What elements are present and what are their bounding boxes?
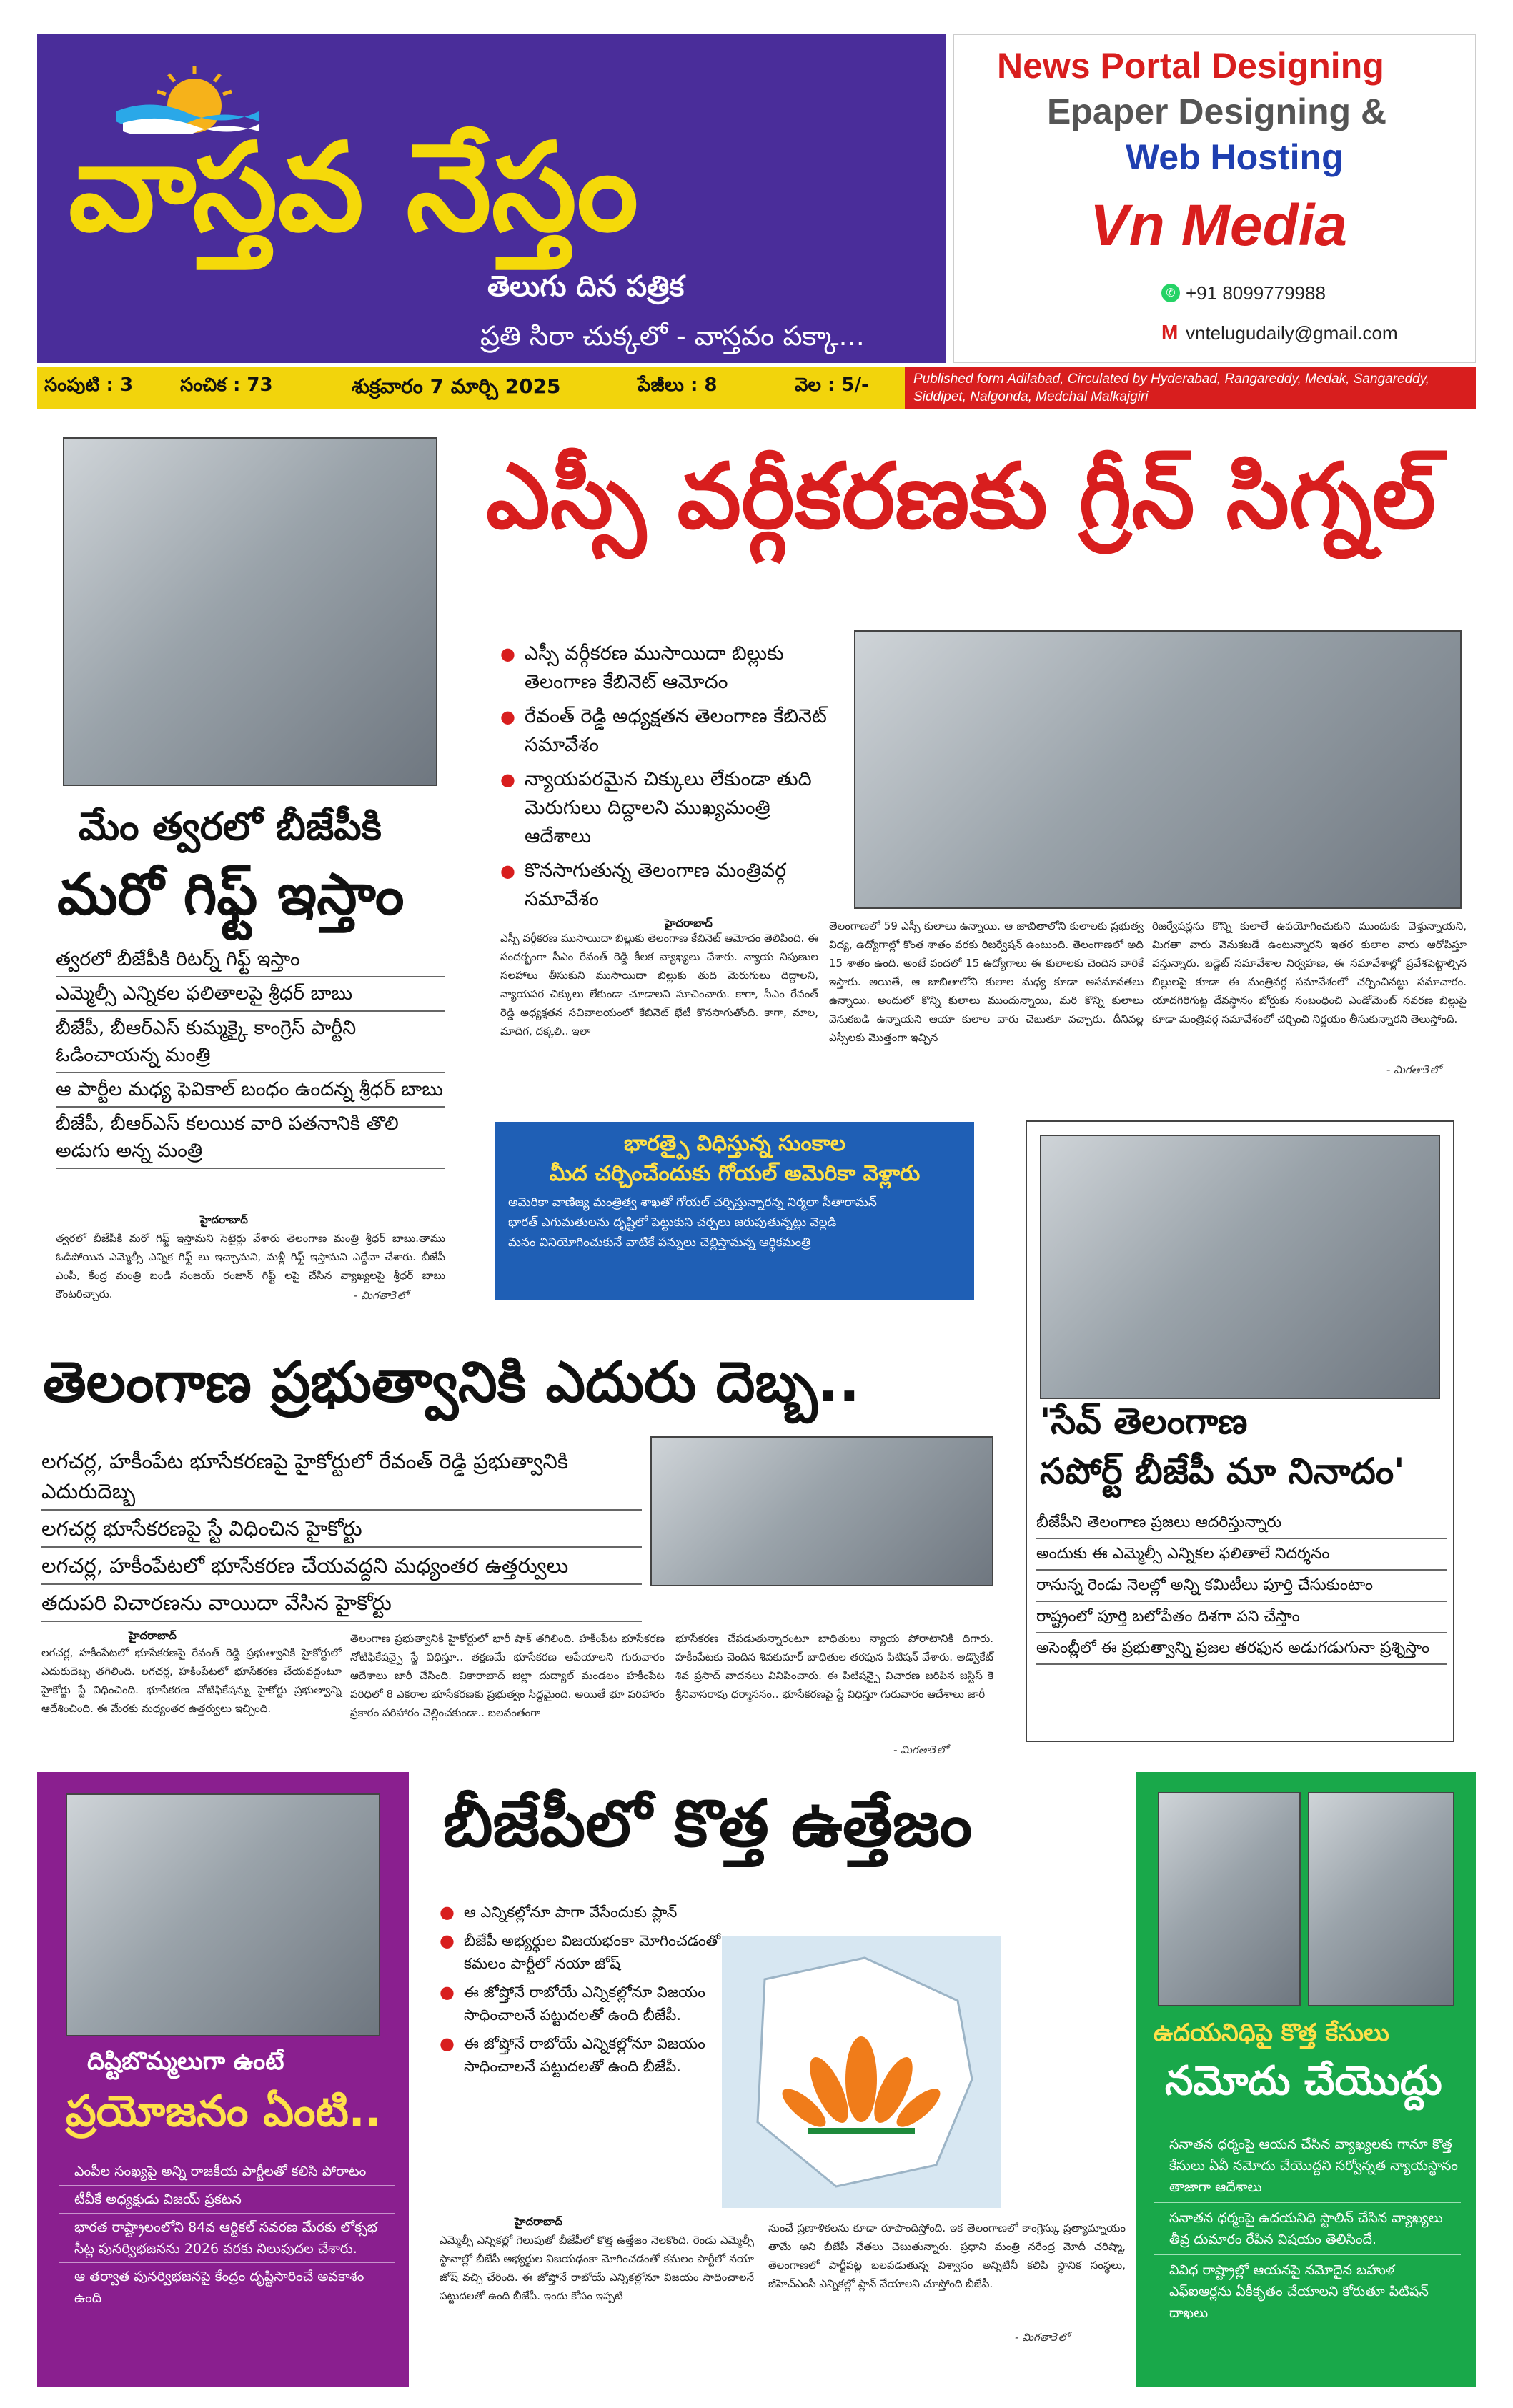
goyal-headline-2: మీద చర్చించేందుకు గోయల్ అమెరికా వెళ్లారు (549, 1161, 921, 1186)
ad-line-2: Epaper Designing & (1047, 91, 1387, 131)
supreme-court-photo (1158, 1792, 1301, 2006)
bjp-col-1: ఎమ్మెల్సీ ఎన్నికల్లో గెలుపుతో బీజేపీలో కొత్త ఉత్తేజం నెలకొంది. రెండు ఎమ్మెల్సీ స్థానాల్లో బీజేపీ అభ్యర్థుల విజయఢంకా మోగించడంతో కమలం పార్టీలో నయా జోష్ వచ్చి చేరింది. ఈ జోష్తోనే రాబోయే ఎన్నికల్లోనూ విజయం సాధించాలనే పట్టుదలతో ఉంది బీజేపీ. ఇందు కోసం ఇప్పటి (440, 2234, 754, 2302)
page-count: పేజీలు : 8 (638, 374, 718, 396)
dateline-bar (37, 367, 905, 409)
sridhar-highlights (56, 943, 445, 1169)
bjp-continued: - మిగతా3లో (1015, 2331, 1070, 2344)
bjp-map-graphic (722, 1936, 1001, 2208)
kishan-headline-1: 'సేవ్ తెలంగాణ (1040, 1400, 1248, 1442)
sridhar-dateline: హైదరాబాద్ (200, 1213, 248, 1226)
telangana-continued: - మిగతా3లో (893, 1743, 948, 1756)
goyal-line: అమెరికా వాణిజ్య మంత్రిత్వ శాఖతో గోయల్ చర్చిస్తున్నారన్న నిర్మలా సీతారామన్ (508, 1193, 961, 1213)
ad-brand: Vn Media (1090, 193, 1347, 258)
vijay-bullet: ఆ తర్వాత పునర్విభజనపై కేంద్రం దృష్టిసారించే అవకాశం ఉంది (74, 2269, 364, 2306)
vijay-headline-small: దిష్టిబొమ్మలుగా ఉంటే (87, 2047, 284, 2076)
issue-date: శుక్రవారం 7 మార్చి 2025 (352, 374, 561, 398)
udhay-bullet: వివిధ రాష్ట్రాల్లో ఆయనపై నమోదైన బహుళ ఎఫ్ఐఆర్లను ఏకీకృతం చేయాలని కోరుతూ పిటిషన్ దాఖలు (1169, 2262, 1429, 2321)
sc-col-1: ఎస్సీ వర్గీకరణ ముసాయిదా బిల్లుకు తెలంగాణ కేబినెట్ ఆమోదం తెలిపింది. ఈ సందర్భంగా సీఎం రేవంత్ రెడ్డి కీలక వ్యాఖ్యలు చేశారు. న్యాయ నిపుణుల సలహాలు తీసుకుని ముసాయిదా బిల్లుకు తుది మెరుగులు దిద్దాలని, న్యాయపర చిక్కులు లేకుండా చూడాలని సూచించారు. కాగా, సీఎం రేవంత్ రెడ్డి అధ్యక్షతన సచివాలయంలో కేబినెట్ భేటీ కొనసాగుతోంది. కాగా, మాల, మాదిగ, దక్కలి.. ఇలా (500, 932, 818, 1038)
whatsapp-icon: ✆ (1161, 284, 1180, 302)
bjp-bullets (440, 1901, 725, 2084)
sridhar-continued: - మిగతా3లో (354, 1289, 409, 1302)
bjp-dateline: హైదరాబాద్ (515, 2215, 562, 2228)
telangana-dateline: హైదరాబాద్ (129, 1629, 177, 1642)
published-note (905, 367, 1476, 409)
sc-dateline: హైదరాబాద్ (665, 917, 713, 930)
telangana-highlights (41, 1443, 642, 1622)
sridhar-line: త్వరలో బీజేపీకి రిటర్న్ గిఫ్ట్ ఇస్తాం (56, 943, 445, 977)
bjp-bullet: ● ఈ జోష్తోనే రాబోయే ఎన్నికల్లోనూ విజయం సాధించాలనే పట్టుదలతో ఉంది బీజేపీ. (440, 1981, 725, 2026)
price: వెల : 5/- (795, 374, 869, 396)
udhay-box (1136, 1772, 1476, 2387)
ad-line-3: Web Hosting (1126, 137, 1344, 177)
udhay-headline-small: ఉదయనిధిపై కొత్త కేసులు (1154, 2019, 1389, 2047)
sridhar-line: బీజేపీ, బీఆర్ఎస్ కలయిక వారి పతనానికి తొలి అడుగు అన్న మంత్రి (56, 1108, 445, 1169)
bjp-col-2: నుంచే ప్రణాళికలను కూడా రూపొందిస్తోంది. ఇక తెలంగాణలో కాంగ్రెస్కు ప్రత్యామ్నాయం తామే అని బీజేపీ నేతలు చెబుతున్నారు. ప్రధాని మంత్రి నరేంద్ర మోదీ చరిష్మా, తెలంగాణలో పార్టీపట్ల బలపడుతున్న విశ్వాసం అన్నిటినీ కలిపి స్థానిక సంస్థలు, జీహెచ్ఎంసీ ఎన్నికల్లో ప్లాన్ వేయాలని చూస్తోంది బీజేపీ. (768, 2222, 1126, 2290)
newspaper-tagline: ప్రతి సిరా చుక్కలో - వాస్తవం పక్కా... (480, 320, 865, 352)
vn-media-ad (953, 34, 1476, 363)
goyal-line: భారత్ ఎగుమతులను దృష్టిలో పెట్టుకుని చర్చలు జరుపుతున్నట్లు వెల్లడి (508, 1213, 961, 1233)
sridhar-headline-big: మరో గిఫ్ట్ ఇస్తాం (57, 861, 405, 927)
ad-line-1: News Portal Designing (997, 46, 1384, 86)
vijay-bullet: భారత రాష్ట్రాలంలోని 84వ ఆర్టికల్ సవరణ మేరకు లోక్సభ సీట్ల పునర్విభజనను 2026 వరకు నిలుపుదల చేశారు. (59, 2214, 395, 2263)
telangana-col-2: తెలంగాణ ప్రభుత్వానికి హైకోర్టులో భారీ షాక్ తగిలింది. హకీంపేట భూసేకరణ నోటిఫికేషన్పై స్టే విధిస్తూ.. తక్షణమే భూసేకరణ ఆపేయాలని గురువారం ఆదేశాలు జారీ చేసింది. వికారాబాద్ జిల్లా దుద్యాల్ మండలం హకీంపేట పరిధిలో 8 ఎకరాల భూసేకరణకు ప్రభుత్వం సిద్ధమైంది. అయితే భూ పరిహారం ప్రకారం పరిహారం చెల్లించకుండా.. బలవంతంగా (350, 1632, 665, 1719)
masthead (37, 34, 946, 363)
goyal-line: మనం వినియోగించుకునే వాటికే పన్నులు చెల్లిస్తామన్న ఆర్థికమంత్రి (508, 1235, 811, 1250)
telangana-line: లగచర్ల భూసేకరణపై స్టే విధించిన హైకోర్టు (41, 1511, 642, 1548)
udhay-bullet: సనాతన ధర్మంపై ఉదయనిధి స్టాలిన్ చేసిన వ్యాఖ్యలు తీవ్ర దుమారం రేపిన విషయం తెలిసిందే. (1154, 2203, 1461, 2255)
telangana-col-3: భూసేకరణ చేపడుతున్నారంటూ బాధితులు న్యాయ పోరాటానికి దిగారు. హకీంపేటకు చెందిన శివకుమార్ బాధితుల తరఫున పిటిషన్ వేశారు. అడ్వొకేట్ శివ ప్రసాద్ వాదనలు వినిపించారు. ఈ పిటిషన్పై విచారణ జరిపిన జస్టిస్ కె శ్రీనివాసరావు ధర్మాసనం.. భూసేకరణపై స్టే విధిస్తూ గురువారం ఆదేశాలు జారీ (675, 1632, 993, 1701)
lotus-icon (722, 1936, 1001, 2208)
kishan-headline-2: సపోర్ట్ బీజేపీ మా నినాదం' (1040, 1451, 1405, 1492)
sridhar-line: బీజేపీ, బీఆర్ఎస్ కుమ్మక్కై కాంగ్రెస్ పార్టీని ఓడించాయన్న మంత్రి (56, 1012, 445, 1073)
udhayanidhi-photo (1308, 1792, 1454, 2006)
kishan-reddy-photo (1040, 1135, 1440, 1399)
sc-continued: - మిగతా3లో (1386, 1063, 1442, 1076)
telangana-headline: తెలంగాణ ప్రభుత్వానికి ఎదురు దెబ్బ.. (43, 1350, 860, 1415)
goyal-headline-1: భారత్పై విధిస్తున్న సుంకాల (623, 1131, 846, 1156)
cabinet-meeting-photo (854, 630, 1462, 909)
udhay-bullet: సనాతన ధర్మంపై ఆయన చేసిన వ్యాఖ్యలకు గానూ కొత్త కేసులు ఏవీ నమోదు చేయొద్దని సర్వోన్నత న్యాయస్థానం తాజాగా ఆదేశాలు (1154, 2129, 1461, 2203)
sc-bullet: ● ఎస్సీ వర్గీకరణ ముసాయిదా బిల్లుకు తెలంగాణ కేబినెట్ ఆమోదం (500, 640, 840, 697)
gmail-icon: M (1161, 321, 1179, 343)
vijay-box (37, 1772, 409, 2387)
sc-bullet: ● న్యాయపరమైన చిక్కులు లేకుండా తుది మెరుగులు దిద్దాలని ముఖ్యమంత్రి ఆదేశాలు (500, 765, 840, 851)
volume: సంపుటి : 3 (44, 374, 134, 396)
ad-email: vntelugudaily@gmail.com (1186, 322, 1398, 344)
main-headline: ఎస్సీ వర్గీకరణకు గ్రీన్ సిగ్నల్ (486, 444, 1436, 549)
telangana-line: తదుపరి విచారణను వాయిదా వేసిన హైకోర్టు (41, 1585, 642, 1622)
sridhar-headline-small: మేం త్వరలో బీజేపీకి (79, 804, 382, 849)
vijay-photo (66, 1793, 380, 2036)
vijay-bullet: ఎంపీల సంఖ్యపై అన్ని రాజకీయ పార్టీలతో కలిసి పోరాటం (59, 2158, 395, 2186)
sc-col-2: తెలంగాణలో 59 ఎస్సీ కులాలు ఉన్నాయి. ఆ జాబితాలోని కులాలకు ప్రభుత్వ విద్య, ఉద్యోగాల్లో కొంత శాతం వరకు రిజర్వేషన్ ఉంటుంది. తెలంగాణలో అది 15 శాతం ఉంది. అంటే వందలో 15 ఉద్యోగాలు ఈ కులాలకు చెందిన వారికే ఇస్తారు. అయితే, ఆ జాబితాలోని కులాల మధ్య కూడా అసమానతలు ఉన్నాయి. అందులో కొన్ని కులాలు ముందున్నాయి, మరి కొన్ని కులాలు వెనుకబడి ఉన్నాయని ఆయా కులాల వారు చెబుతూ వచ్చారు. దీనివల్ల ఎస్సీలకు మొత్తంగా ఇచ్చిన (829, 920, 1144, 1044)
high-court-photo (650, 1436, 993, 1586)
published-text: Published form Adilabad, Circulated by Hyderabad, Rangareddy, Medak, Sangareddy, Siddipet, Nalgonda, Medchal Malkajgiri (913, 372, 1430, 404)
kishan-line: రానున్న రెండు నెలల్లో అన్ని కమిటీలు పూర్తి చేసుకుంటాం (1036, 1571, 1447, 1602)
kishan-highlights (1036, 1508, 1447, 1665)
telangana-col-1: లగచర్ల, హకీంపేటలో భూసేకరణపై రేవంత్ రెడ్డి ప్రభుత్వానికి హైకోర్టులో ఎదురుదెబ్బ తగిలింది. లగచర్ల, హకీంపేటలో భూసేకరణ చేయవద్దంటూ హైకోర్టు స్టే విధించింది. భూసేకరణ నోటిఫికేషన్ను హైకోర్టు ప్రభుత్వాన్ని ఆదేశించింది. ఈ మేరకు మధ్యంతర ఉత్తర్వులు ఇచ్చింది. (41, 1646, 342, 1715)
sridhar-body: త్వరలో బీజేపీకి మరో గిఫ్ట్ ఇస్తామని సెటైర్లు వేశారు తెలంగాణ మంత్రి శ్రీధర్ బాబు.తాము ఓడిపోయిన ఎమ్మెల్సీ ఎన్నిక గిఫ్ట్ లు ఇచ్చామని, మళ్లీ గిఫ్ట్ ఇస్తామని ఎద్దేవా చేశారు. బీజేపీ ఎంపీ, కేంద్ర మంత్రి బండి సంజయ్ రంజాన్ గిఫ్ట్ లపై చేసిన వ్యాఖ్యలపై శ్రీధర్ బాబు కౌంటరిచ్చారు. (56, 1232, 445, 1300)
telangana-line: లగచర్ల, హకీంపేటలో భూసేకరణ చేయవద్దని మధ్యంతర ఉత్తర్వులు (41, 1548, 642, 1585)
sridhar-line: ఎమ్మెల్సీ ఎన్నికల ఫలితాలపై శ్రీధర్ బాబు (56, 977, 445, 1012)
sridhar-line: ఆ పార్టీల మధ్య ఫెవికాల్ బంధం ఉందన్న శ్రీధర్ బాబు (56, 1073, 445, 1108)
bjp-bullet: ● ఆ ఎన్నికల్లోనూ పాగా వేసేందుకు ప్లాన్ (440, 1901, 725, 1924)
udhay-headline-big: నమోదు చేయొద్దు (1165, 2058, 1442, 2104)
vijay-headline-big: ప్రయోజనం ఏంటి.. (66, 2086, 382, 2136)
sc-bullet: ● కొనసాగుతున్న తెలంగాణ మంత్రివర్గ సమావేశం (500, 857, 840, 914)
kishan-line: రాష్ట్రంలో పూర్తి బలోపేతం దిశగా పని చేస్తాం (1036, 1602, 1447, 1633)
sc-col-3: రిజర్వేషన్లను కొన్ని కులాలే ఉపయోగించుకుని ముందుకు వెళ్తున్నాయని, మిగతా వారు వెనుకబడే ఉంటున్నారని ఇతర కులాల వారు ఆరోపిస్తూ వస్తున్నారు. బడ్జెట్ సమావేశాల నిర్వహణ, ఈ సమావేశాల్లో ప్రవేశపెట్టాల్సిన బిల్లులపై కూడా ఈ మంత్రివర్గ సమావేశంలో చర్చించినట్టు సమాచారం. యాదగిరిగుట్ట దేవస్థానం బోర్డుకు సంబంధించి ఎండోమెంట్ సవరణ బిల్లుపై కూడా మంత్రివర్గ సమావేశంలో చర్చించి నిర్ణయం తీసుకున్నారని తెలుస్తోంది. (1152, 920, 1467, 1025)
newspaper-subtitle: తెలుగు దిన పత్రిక (487, 270, 685, 303)
telangana-line: లగచర్ల, హకీంపేట భూసేకరణపై హైకోర్టులో రేవంత్ రెడ్డి ప్రభుత్వానికి ఎదురుదెబ్బ (41, 1443, 642, 1511)
sc-bullet: ● రేవంత్ రెడ్డి అధ్యక్షతన తెలంగాణ కేబినెట్ సమావేశం (500, 702, 840, 760)
sridhar-babu-photo (63, 437, 437, 786)
bjp-bullet: ● ఈ జోష్తోనే రాబోయే ఎన్నికల్లోనూ విజయం సాధించాలనే పట్టుదలతో ఉంది బీజేపీ. (440, 2032, 725, 2078)
issue: సంచిక : 73 (180, 374, 273, 396)
sc-bullets (500, 640, 840, 920)
vijay-bullet: టీవీకే అధ్యక్షుడు విజయ్ ప్రకటన (59, 2186, 395, 2214)
newspaper-title: వాస్తవ నేస్తం (69, 117, 639, 259)
ad-phone: +91 8099779988 (1186, 282, 1326, 304)
udhay-bullets (1154, 2129, 1461, 2328)
kishan-line: అసెంబ్లీలో ఈ ప్రభుత్వాన్ని ప్రజల తరఫున అడుగడుగునా ప్రశ్నిస్తాం (1036, 1633, 1447, 1665)
bjp-bullet: ● బీజేపీ అభ్యర్థుల విజయభంకా మోగించడంతో కమలం పార్టీలో నయా జోష్ (440, 1929, 725, 1975)
bjp-headline: బీజేపీలో కొత్త ఉత్తేజం (443, 1786, 973, 1861)
kishan-line: బీజేపీని తెలంగాణ ప్రజలు ఆదరిస్తున్నారు (1036, 1508, 1447, 1539)
vijay-bullets (59, 2158, 395, 2312)
kishan-line: అందుకు ఈ ఎమ్మెల్సీ ఎన్నికల ఫలితాలే నిదర్శనం (1036, 1539, 1447, 1571)
goyal-box (495, 1122, 974, 1300)
